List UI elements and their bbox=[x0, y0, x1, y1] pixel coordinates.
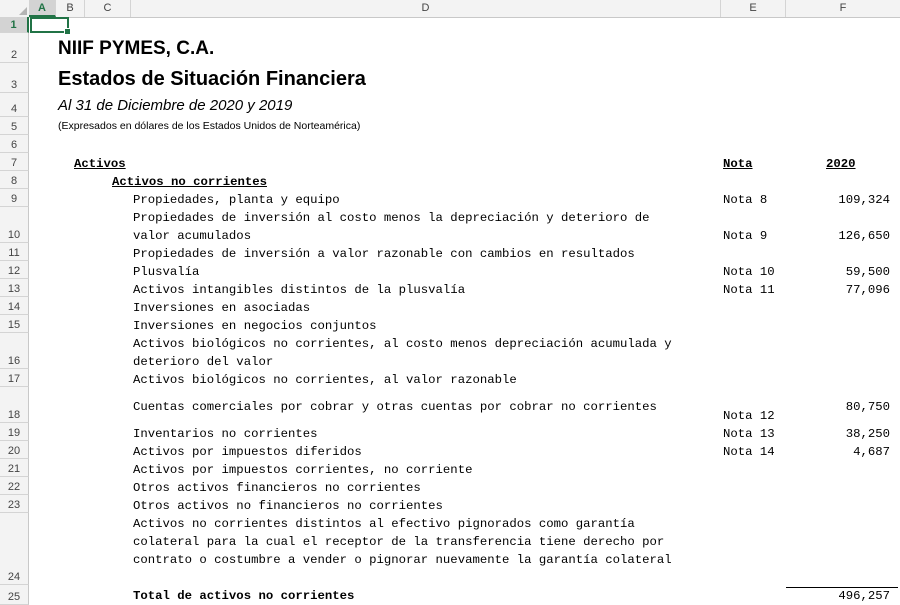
item-label: colateral para la cual el receptor de la transferencia tiene derecho por bbox=[133, 535, 665, 549]
item-label: Otros activos financieros no corrientes bbox=[133, 481, 421, 495]
item-label: Activos biológicos no corrientes, al valor razonable bbox=[133, 373, 517, 387]
item-label: Activos por impuestos diferidos bbox=[133, 445, 362, 459]
row-header-11[interactable]: 11 bbox=[0, 243, 29, 261]
item-label: Propiedades de inversión al costo menos la depreciación y deterioro de bbox=[133, 211, 650, 225]
item-value: 109,324 bbox=[838, 193, 890, 207]
item-nota: Nota 9 bbox=[723, 229, 768, 243]
column-header-d[interactable]: D bbox=[131, 0, 721, 17]
item-label: Inversiones en asociadas bbox=[133, 301, 311, 315]
row-header-25[interactable]: 25 bbox=[0, 585, 29, 605]
company-name: NIIF PYMES, C.A. bbox=[58, 38, 215, 59]
column-header-e[interactable]: E bbox=[721, 0, 786, 17]
row-header-21[interactable]: 21 bbox=[0, 459, 29, 477]
item-label: Plusvalía bbox=[133, 265, 200, 279]
currency-note: (Expresados en dólares de los Estados Unidos de Norteamérica) bbox=[58, 120, 361, 132]
row-header-14[interactable]: 14 bbox=[0, 297, 29, 315]
row-header-20[interactable]: 20 bbox=[0, 441, 29, 459]
item-value: 38,250 bbox=[845, 427, 890, 441]
active-cell-a1[interactable] bbox=[30, 17, 69, 33]
item-label: valor acumulados bbox=[133, 229, 252, 243]
item-value: 126,650 bbox=[838, 229, 890, 243]
subsection-activos-no-corrientes: Activos no corrientes bbox=[112, 175, 267, 189]
item-value: 4,687 bbox=[853, 445, 890, 459]
item-label: Inventarios no corrientes bbox=[133, 427, 318, 441]
item-nota: Nota 12 bbox=[723, 409, 775, 423]
item-label: contrato o costumbre a vender o pignorar nuevamente la garantía colateral bbox=[133, 553, 672, 567]
column-header-bar bbox=[0, 0, 900, 18]
item-label: Propiedades de inversión a valor razonable con cambios en resultados bbox=[133, 247, 635, 261]
item-label: Activos por impuestos corrientes, no corriente bbox=[133, 463, 473, 477]
select-all-button[interactable] bbox=[0, 0, 30, 17]
column-header-f[interactable]: F bbox=[839, 2, 847, 14]
section-activos: Activos bbox=[74, 157, 126, 171]
column-header-b[interactable]: B bbox=[56, 0, 85, 17]
statement-date: Al 31 de Diciembre de 2020 y 2019 bbox=[58, 97, 293, 114]
row-header-6[interactable]: 6 bbox=[0, 135, 29, 153]
column-header-a[interactable]: A bbox=[29, 0, 56, 17]
row-header-8[interactable]: 8 bbox=[0, 171, 29, 189]
item-nota: Nota 11 bbox=[723, 283, 775, 297]
row-header-17[interactable]: 17 bbox=[0, 369, 29, 387]
item-label: Otros activos no financieros no corrientes bbox=[133, 499, 443, 513]
row-header-24[interactable]: 24 bbox=[0, 513, 29, 585]
item-nota: Nota 13 bbox=[723, 427, 775, 441]
row-header-22[interactable]: 22 bbox=[0, 477, 29, 495]
item-label: Propiedades, planta y equipo bbox=[133, 193, 340, 207]
item-label: Cuentas comerciales por cobrar y otras cuentas por cobrar no corrientes bbox=[133, 400, 657, 414]
row-header-5[interactable]: 5 bbox=[0, 117, 29, 135]
row-header-23[interactable]: 23 bbox=[0, 495, 29, 513]
item-label: Activos biológicos no corrientes, al costo menos depreciación acumulada y bbox=[133, 337, 672, 351]
row-header-7[interactable]: 7 bbox=[0, 153, 29, 171]
item-nota: Nota 10 bbox=[723, 265, 775, 279]
row-header-9[interactable]: 9 bbox=[0, 189, 29, 207]
item-nota: Nota 14 bbox=[723, 445, 775, 459]
row-header-19[interactable]: 19 bbox=[0, 423, 29, 441]
item-label: Activos no corrientes distintos al efectivo pignorados como garantía bbox=[133, 517, 635, 531]
item-label: Activos intangibles distintos de la plusvalía bbox=[133, 283, 466, 297]
row-header-3[interactable]: 3 bbox=[0, 63, 29, 93]
row-header-12[interactable]: 12 bbox=[0, 261, 29, 279]
row-header-15[interactable]: 15 bbox=[0, 315, 29, 333]
year-column-header: 2020 bbox=[826, 157, 856, 171]
item-value: 77,096 bbox=[845, 283, 890, 297]
item-label: Inversiones en negocios conjuntos bbox=[133, 319, 377, 333]
row-header-1[interactable]: 1 bbox=[0, 17, 29, 33]
row-header-10[interactable]: 10 bbox=[0, 207, 29, 243]
column-header-c[interactable]: C bbox=[85, 0, 131, 17]
row-header-16[interactable]: 16 bbox=[0, 333, 29, 369]
item-label: deterioro del valor bbox=[133, 355, 274, 369]
total-label: Total de activos no corrientes bbox=[133, 589, 355, 603]
row-header-4[interactable]: 4 bbox=[0, 93, 29, 117]
row-header-13[interactable]: 13 bbox=[0, 279, 29, 297]
total-value: 496,257 bbox=[838, 589, 890, 603]
item-nota: Nota 8 bbox=[723, 193, 768, 207]
item-value: 80,750 bbox=[845, 400, 890, 414]
item-value: 59,500 bbox=[845, 265, 890, 279]
statement-title: Estados de Situación Financiera bbox=[58, 68, 366, 90]
row-header-2[interactable]: 2 bbox=[0, 33, 29, 63]
nota-column-header: Nota bbox=[723, 157, 753, 171]
row-header-18[interactable]: 18 bbox=[0, 387, 29, 423]
